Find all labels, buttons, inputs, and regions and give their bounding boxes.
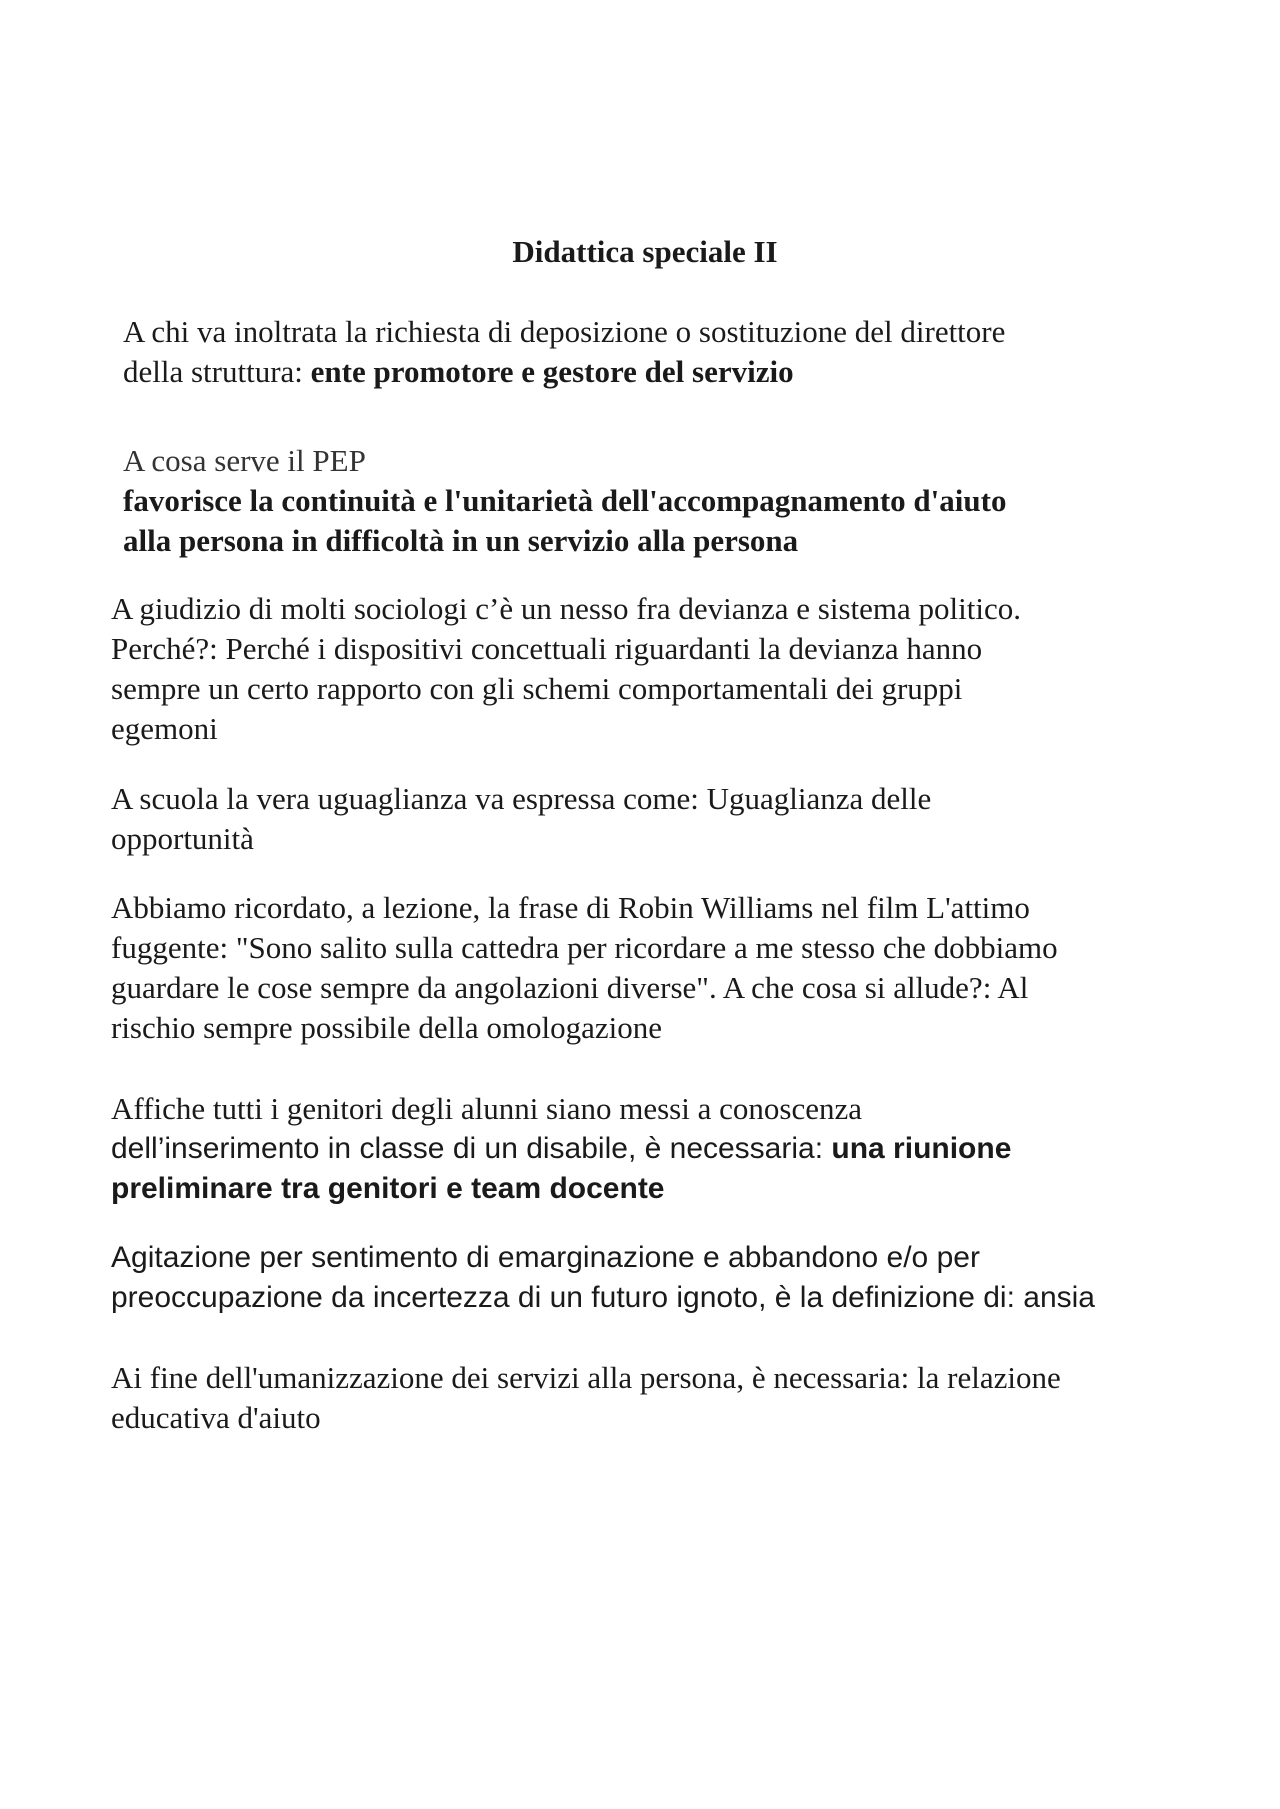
line bbox=[123, 481, 1006, 521]
document-title: Didattica speciale II bbox=[512, 234, 778, 269]
line: egemoni bbox=[111, 711, 218, 746]
line: Perché?: Perché i dispositivi concettuali riguardanti la devianza hanno bbox=[111, 631, 983, 666]
line: della struttura: ente promotore e gestore del servizio bbox=[123, 354, 794, 389]
line: sempre un certo rapporto con gli schemi comportamentali dei gruppi bbox=[111, 671, 963, 706]
answer-text: una riunione bbox=[831, 1132, 1012, 1165]
line: dell’inserimento in classe di un disabile, è necessaria: una riunione bbox=[111, 1132, 1012, 1165]
line: A scuola la vera uguaglianza va espressa come: Uguaglianza delle bbox=[111, 781, 932, 816]
answer-text: ente promotore e gestore del servizio bbox=[310, 354, 794, 389]
line: opportunità bbox=[111, 821, 254, 856]
line: preoccupazione da incertezza di un futuro ignoto, è la definizione di: ansia bbox=[111, 1281, 1095, 1314]
line: educativa d'aiuto bbox=[111, 1400, 321, 1435]
line bbox=[123, 521, 1006, 561]
answer-text: preliminare tra genitori e team docente bbox=[111, 1172, 665, 1205]
qa-item-4 bbox=[111, 779, 931, 859]
line: fuggente: "Sono salito sulla cattedra per ricordare a me stesso che dobbiamo bbox=[111, 930, 1058, 965]
qa-item-6 bbox=[111, 1089, 1011, 1209]
qa-item-3 bbox=[111, 589, 1021, 749]
line: Abbiamo ricordato, a lezione, la frase di Robin Williams nel film L'attimo bbox=[111, 890, 1030, 925]
line bbox=[111, 1169, 1011, 1209]
qa-item-2 bbox=[123, 441, 1006, 561]
answer-text: favorisce la continuità e l'unitarietà dell'accompagnamento d'aiuto bbox=[123, 483, 1007, 518]
line: Agitazione per sentimento di emarginazione e abbandono e/o per bbox=[111, 1241, 980, 1274]
qa-item-1 bbox=[123, 312, 1005, 392]
qa-item-8 bbox=[111, 1358, 1061, 1438]
qa-item-7 bbox=[111, 1238, 1095, 1318]
line: A giudizio di molti sociologi c’è un nesso fra devianza e sistema politico. bbox=[111, 591, 1021, 626]
line: Ai fine dell'umanizzazione dei servizi alla persona, è necessaria: la relazione bbox=[111, 1360, 1061, 1395]
line: A chi va inoltrata la richiesta di deposizione o sostituzione del direttore bbox=[123, 314, 1006, 349]
line: Affiche tutti i genitori degli alunni siano messi a conoscenza bbox=[111, 1091, 862, 1126]
qa-item-5 bbox=[111, 888, 1058, 1048]
line: rischio sempre possibile della omologazione bbox=[111, 1010, 662, 1045]
line: guardare le cose sempre da angolazioni diverse". A che cosa si allude?: Al bbox=[111, 970, 1029, 1005]
answer-text: alla persona in difficoltà in un servizio alla persona bbox=[123, 523, 799, 558]
line: A cosa serve il PEP bbox=[123, 443, 366, 478]
